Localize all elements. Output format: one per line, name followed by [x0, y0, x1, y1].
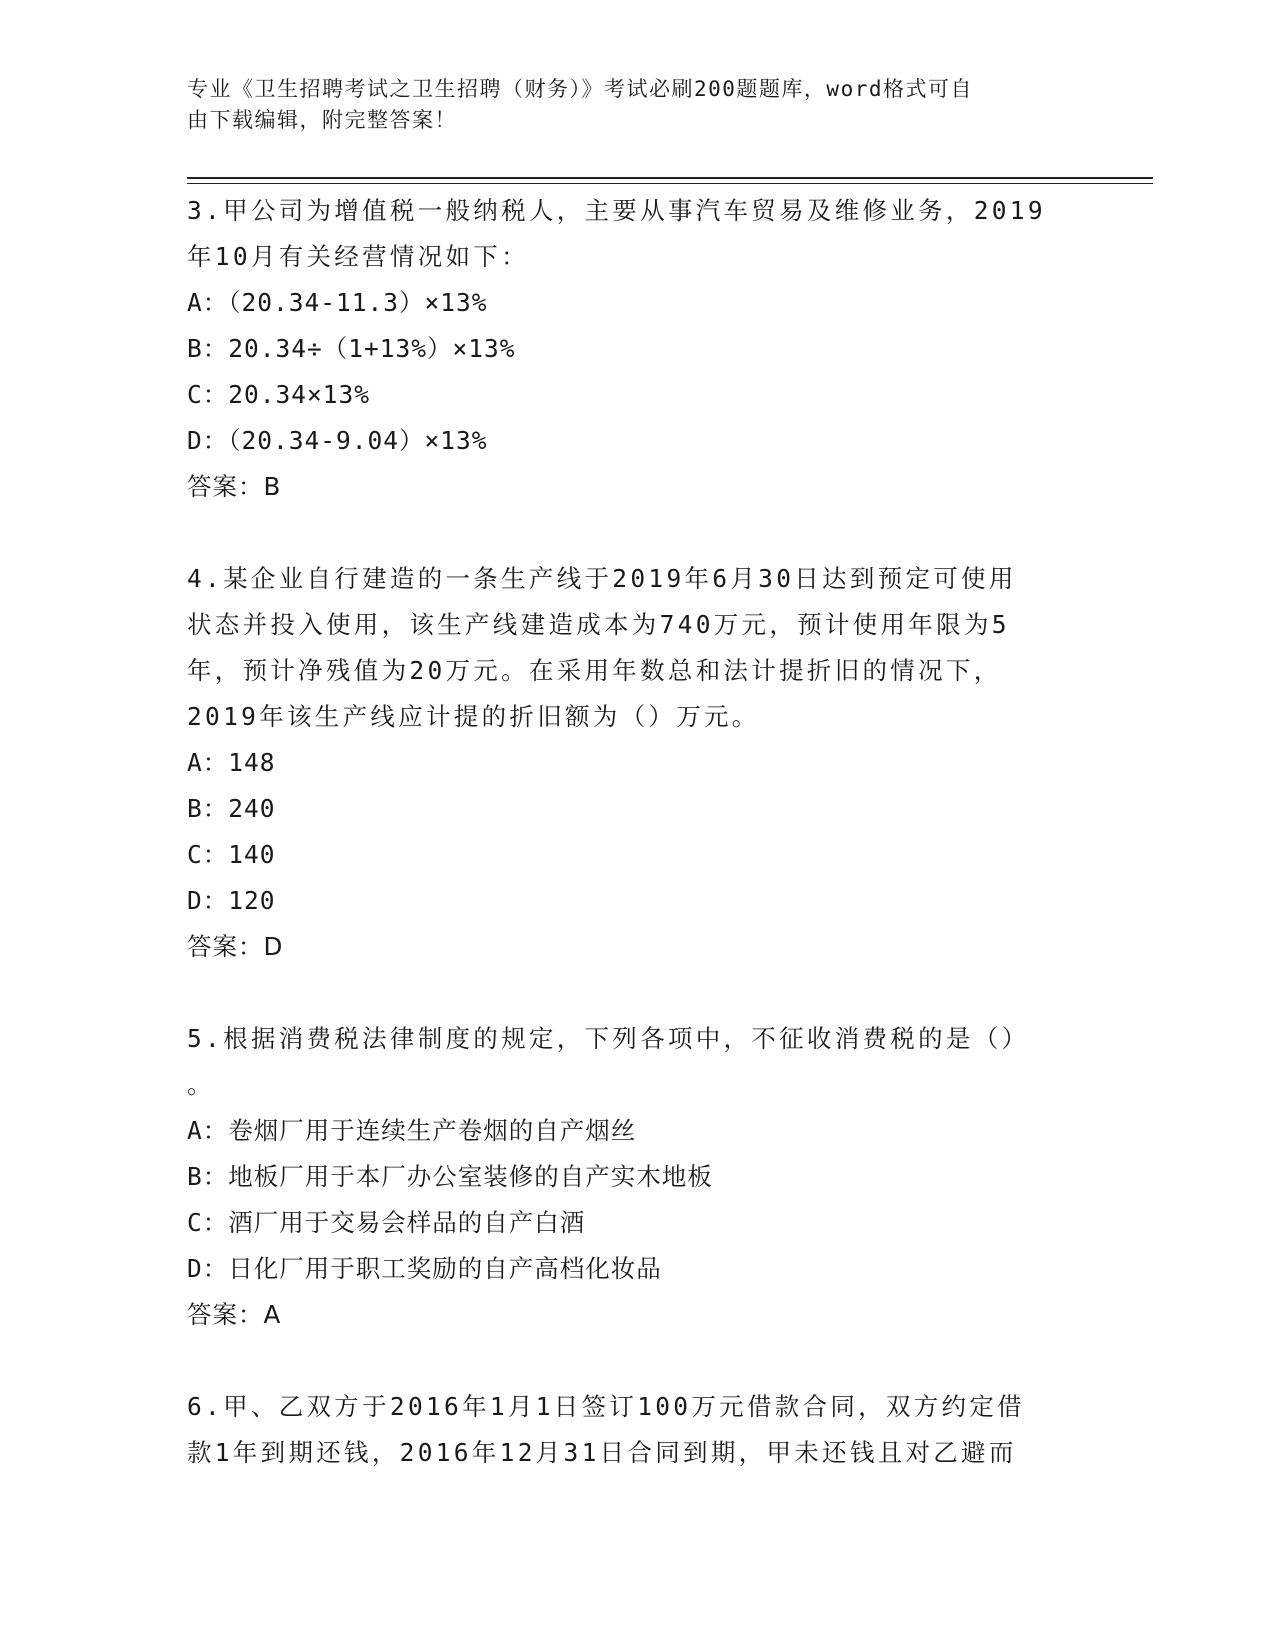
option-b: B：20.34÷（1+13%）×13%: [187, 334, 516, 363]
document-header: [187, 74, 1087, 136]
option-b: B：地板厂用于本厂办公室装修的自产实木地板: [187, 1162, 713, 1191]
option-d: D：（20.34-9.04）×13%: [187, 426, 488, 455]
spacer: [187, 970, 1087, 1016]
question-stem-line: 状态并投入使用，该生产线建造成本为740万元，预计使用年限为5: [187, 610, 1010, 639]
question-3: [187, 188, 1087, 510]
question-stem-line: 2019年该生产线应计提的折旧额为（）万元。: [187, 702, 760, 731]
option-c: C：酒厂用于交易会样品的自产白酒: [187, 1208, 586, 1237]
header-divider-thin: [187, 183, 1153, 184]
answer-line: 答案：D: [187, 932, 284, 961]
spacer: [187, 510, 1087, 556]
question-4: [187, 556, 1087, 970]
question-stem-line: 款1年到期还钱，2016年12月31日合同到期，甲未还钱且对乙避而: [187, 1438, 1017, 1467]
option-c: C：20.34×13%: [187, 380, 371, 409]
question-stem-line: 3.甲公司为增值税一般纳税人，主要从事汽车贸易及维修业务，2019: [187, 196, 1046, 225]
question-stem-line: 。: [187, 1070, 215, 1099]
option-a: A：148: [187, 748, 276, 777]
question-6: [187, 1384, 1087, 1476]
question-stem-line: 5.根据消费税法律制度的规定，下列各项中，不征收消费税的是（）: [187, 1024, 1030, 1053]
question-list: [187, 188, 1087, 1476]
question-stem-line: 年10月有关经营情况如下：: [187, 242, 529, 271]
option-c: C：140: [187, 840, 276, 869]
question-stem-line: 4.某企业自行建造的一条生产线于2019年6月30日达到预定可使用: [187, 564, 1017, 593]
question-stem-line: 年，预计净残值为20万元。在采用年数总和法计提折旧的情况下，: [187, 656, 1002, 685]
answer-line: 答案：B: [187, 472, 282, 501]
answer-line: 答案：A: [187, 1300, 282, 1329]
option-d: D：日化厂用于职工奖励的自产高档化妆品: [187, 1254, 662, 1283]
option-a: A：卷烟厂用于连续生产卷烟的自产烟丝: [187, 1116, 637, 1145]
option-d: D：120: [187, 886, 276, 915]
option-a: A：（20.34-11.3）×13%: [187, 288, 488, 317]
header-divider-thick: [187, 177, 1153, 179]
spacer: [187, 1338, 1087, 1384]
question-stem-line: 6.甲、乙双方于2016年1月1日签订100万元借款合同，双方约定借: [187, 1392, 1025, 1421]
option-b: B：240: [187, 794, 276, 823]
header-line-2: 由下载编辑，附完整答案！: [187, 108, 457, 132]
header-line-1: 专业《卫生招聘考试之卫生招聘（财务）》考试必刷200题题库，word格式可自: [187, 77, 973, 101]
question-5: [187, 1016, 1087, 1338]
